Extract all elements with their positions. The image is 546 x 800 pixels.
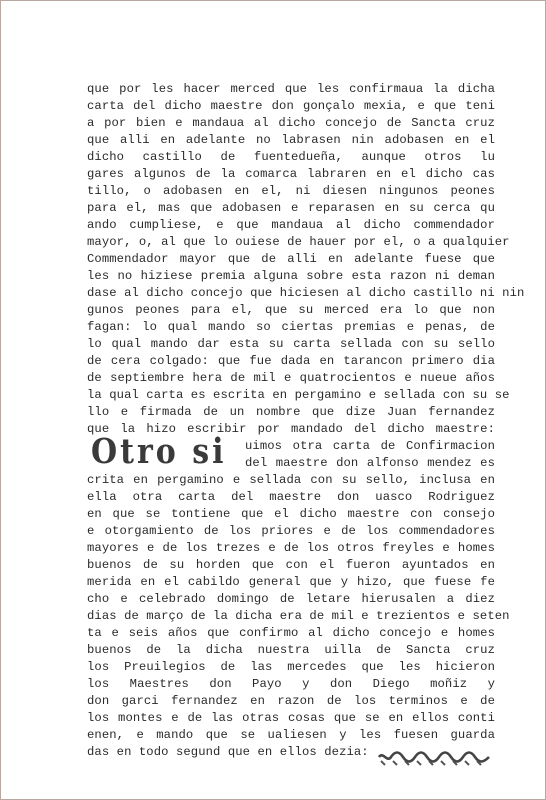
text-line: mayor, o, al que lo ouiese de hauer por el, o a qualquier (87, 235, 510, 249)
text-line: que por les hacer merced que les confirmaua la dicha (87, 82, 495, 96)
text-line: buenos de la dicha nuestra uilla de Sancta cruz (87, 643, 495, 657)
text-line: de cera colgado: que fue dada en tarancon primero dia (87, 354, 495, 368)
text-line: ta e seis años que confirmo al dicho concejo e homes (87, 626, 495, 640)
text-line: mayores e de los trezes e de los otros freyles e homes (87, 541, 495, 555)
text-line: enen, e mando que se ualiesen y les fuesen guarda (87, 728, 495, 742)
text-line: ella otra carta del maestre don uasco Rodriguez (87, 490, 495, 504)
text-line: los montes e de las otras cosas que se en ellos conti (87, 711, 495, 725)
text-line: crita en pergamino e sellada con su sello, inclusa en (87, 473, 495, 487)
text-line: dase al dicho concejo que hiciesen al dicho castillo ni nin (87, 286, 525, 300)
text-line: don garci fernandez en razon de los terminos e de (87, 694, 495, 708)
text-line: que la hizo escribir por mandado del dicho maestre: (87, 422, 495, 436)
text-line: a por bien e mandaua al dicho concejo de Sancta cruz (87, 116, 495, 130)
text-line: les no hiziese premia alguna sobre esta razon ni deman (87, 269, 495, 283)
text-line: llo e firmada de un nombre que dize Juan fernandez (87, 405, 495, 419)
text-line: ando cumpliese, e que mandaua al dicho commendador (87, 218, 495, 232)
body-text (87, 81, 525, 761)
text-line: merida en el cabildo general que y hizo, que fuese fe (87, 575, 495, 589)
text-line: gares algunos de la comarca labraren en el dicho cas (87, 167, 495, 181)
text-line: los Preuilegios de las mercedes que les hicieron (87, 660, 495, 674)
text-line: de septiembre hera de mil e quatrocientos e nueue años (87, 371, 495, 385)
text-line: uimos otra carta de Confirmacion (245, 439, 495, 453)
text-line: carta del dicho maestre don gonçalo mexia, e que teni (87, 99, 495, 113)
text-line: dias de março de la dicha era de mil e trezientos e seten (87, 609, 510, 623)
text-line: lo qual mando dar esta su carta sellada con su sello (87, 337, 495, 351)
text-line: los Maestres don Payo y don Diego moñiz y (87, 677, 495, 691)
paragraph-bottom (87, 472, 510, 761)
text-line: en que se tontiene que el dicho maestre con consejo (87, 507, 495, 521)
paragraph-top (87, 81, 525, 438)
text-line: buenos de su horden que con el fueron ayuntados en (87, 558, 495, 572)
decorative-heading-otro-si: Otro si (91, 431, 227, 473)
text-line: das en todo segund que en ellos dezia: (87, 745, 369, 759)
text-line: tillo, o adobasen en el, ni diesen ningunos peones (87, 184, 495, 198)
text-line: que alli en adelante no labrasen nin adobasen en el (87, 133, 495, 147)
text-line: para el, mas que adobasen e reparasen en su cerca qu (87, 201, 495, 215)
text-line: del maestre don alfonso mendez es (245, 456, 495, 470)
text-line: la qual carta es escrita en pergamino e sellada con su se (87, 388, 510, 402)
text-line: dicho castillo de fuentedueña, aunque otros lu (87, 150, 495, 164)
text-line: gunos peones para el, que su merced era lo que non (87, 303, 495, 317)
line-filler-flourish-icon (377, 749, 495, 771)
text-line: e otorgamiento de los priores e de los commendadores (87, 524, 495, 538)
text-line: fagan: lo qual mando so ciertas premias e penas, de (87, 320, 495, 334)
text-line: cho e celebrado domingo de letare hierusalen a diez (87, 592, 495, 606)
text-line: Commendador mayor que de alli en adelante fuese que (87, 252, 495, 266)
